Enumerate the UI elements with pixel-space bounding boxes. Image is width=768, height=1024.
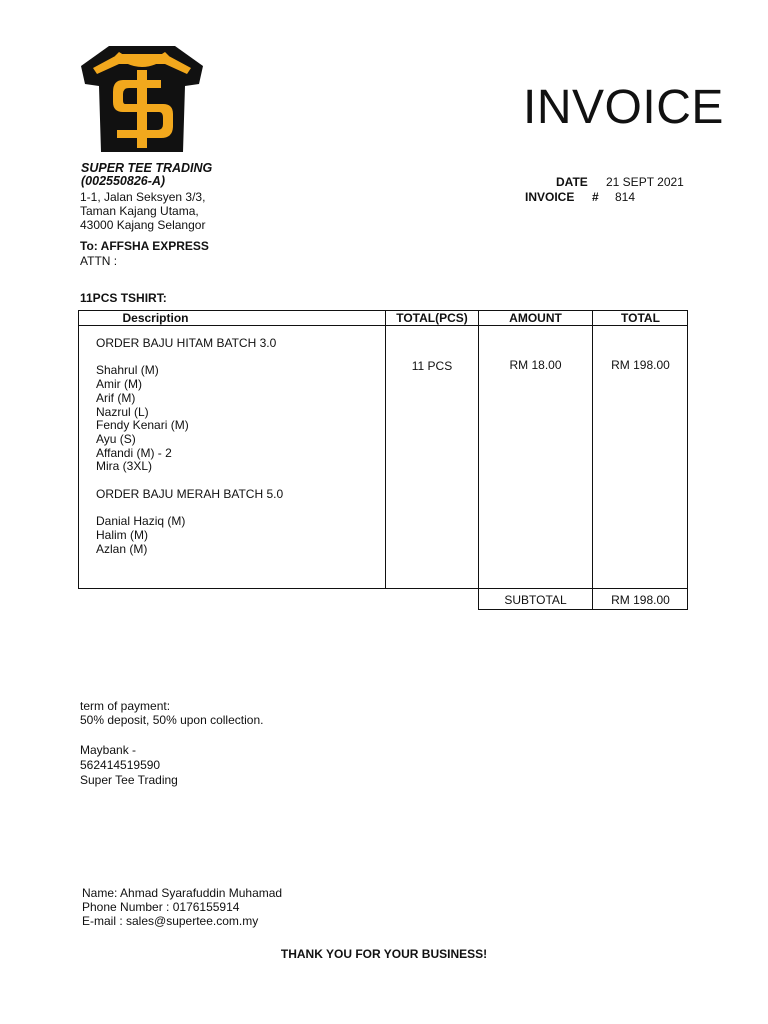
tshirt-dollar-logo-icon bbox=[79, 44, 205, 156]
description-line: Danial Haziq (M) bbox=[96, 514, 186, 528]
invoice-number-label: INVOICE bbox=[525, 190, 575, 204]
total-pcs-cell: 11 PCS bbox=[411, 359, 453, 373]
payment-term-value: 50% deposit, 50% upon collection. bbox=[80, 713, 264, 727]
section-heading: 11PCS TSHIRT: bbox=[80, 291, 167, 305]
recipient-attn: ATTN : bbox=[80, 254, 118, 268]
address-line: Taman Kajang Utama, bbox=[80, 204, 199, 218]
description-line: Amir (M) bbox=[96, 377, 142, 391]
thank-you-message: THANK YOU FOR YOUR BUSINESS! bbox=[280, 947, 488, 961]
bank-account-name: Super Tee Trading bbox=[80, 773, 178, 787]
column-header-amount: AMOUNT bbox=[509, 311, 562, 325]
bank-name: Maybank - bbox=[80, 743, 137, 757]
invoice-number-value: 814 bbox=[615, 190, 636, 204]
payment-term-label: term of payment: bbox=[80, 699, 171, 713]
description-line: Shahrul (M) bbox=[96, 363, 159, 377]
recipient-to: To: AFFSHA EXPRESS bbox=[80, 239, 209, 253]
subtotal-label: SUBTOTAL bbox=[504, 593, 567, 607]
description-line: Halim (M) bbox=[96, 528, 148, 542]
column-divider bbox=[385, 310, 386, 589]
bank-account-number: 562414519590 bbox=[80, 758, 161, 772]
description-line: Ayu (S) bbox=[96, 432, 136, 446]
description-line: Fendy Kenari (M) bbox=[96, 418, 189, 432]
description-line: Nazrul (L) bbox=[96, 405, 149, 419]
description-line: Azlan (M) bbox=[96, 542, 148, 556]
address-line: 43000 Kajang Selangor bbox=[80, 218, 206, 232]
date-label: DATE bbox=[556, 175, 588, 189]
description-line: ORDER BAJU HITAM BATCH 3.0 bbox=[96, 336, 277, 350]
column-divider bbox=[478, 310, 479, 589]
invoice-hash: # bbox=[592, 190, 599, 204]
table-header-divider bbox=[78, 325, 688, 326]
address-line: 1-1, Jalan Seksyen 3/3, bbox=[80, 190, 206, 204]
subtotal-value: RM 198.00 bbox=[611, 593, 670, 607]
column-header-description: Description bbox=[122, 311, 189, 325]
contact-phone: Phone Number : 0176155914 bbox=[82, 900, 240, 914]
company-name: SUPER TEE TRADING bbox=[81, 161, 213, 175]
contact-name: Name: Ahmad Syarafuddin Muhamad bbox=[82, 886, 283, 900]
column-header-total: TOTAL bbox=[621, 311, 660, 325]
amount-cell: RM 18.00 bbox=[509, 358, 562, 372]
company-registration: (002550826-A) bbox=[81, 174, 166, 188]
description-line: ORDER BAJU MERAH BATCH 5.0 bbox=[96, 487, 284, 501]
total-cell: RM 198.00 bbox=[611, 358, 670, 372]
column-divider bbox=[592, 310, 593, 589]
description-line: Mira (3XL) bbox=[96, 459, 153, 473]
contact-email: E-mail : sales@supertee.com.my bbox=[82, 914, 259, 928]
description-line: Affandi (M) - 2 bbox=[96, 446, 172, 460]
date-value: 21 SEPT 2021 bbox=[606, 175, 684, 189]
invoice-title: INVOICE bbox=[523, 81, 724, 134]
column-header-total-pcs: TOTAL(PCS) bbox=[396, 311, 468, 325]
description-line: Arif (M) bbox=[96, 391, 136, 405]
